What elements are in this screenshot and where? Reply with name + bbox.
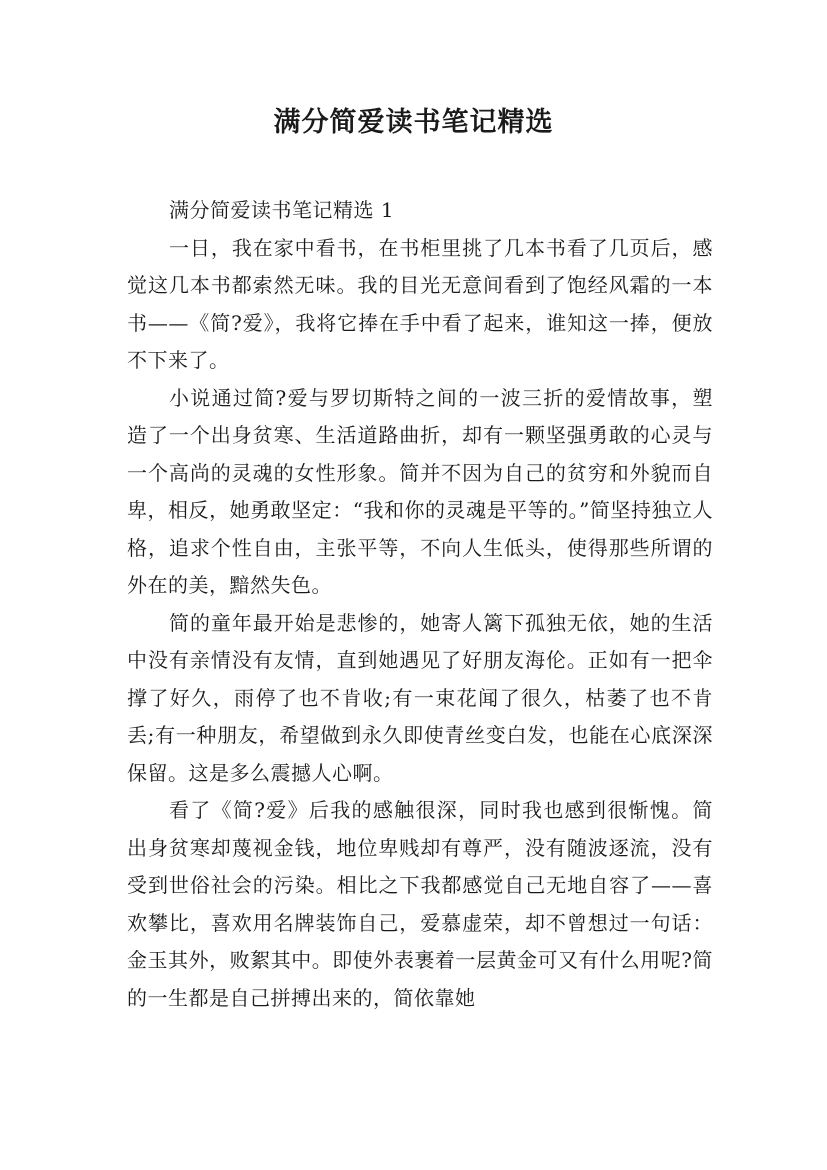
paragraph-4: 看了《简?爱》后我的感触很深，同时我也感到很惭愧。简出身贫寒却蔑视金钱，地位卑贱却有尊严，没有随波逐流，没有受到世俗社会的污染。相比之下我都感觉自己无地自容了——喜欢攀比，喜欢用名牌装饰自己，爱慕虚荣，却不曾想过一句话：金玉其外，败絮其中。即使外表裹着一层黄金可又有什么用呢?简的一生都是自己拼搏出来的，简依靠她 xyxy=(127,798,713,1010)
document-body xyxy=(127,192,713,1017)
document-title: 满分简爱读书笔记精选 xyxy=(273,107,554,138)
paragraph-2: 小说通过简?爱与罗切斯特之间的一波三折的爱情故事，塑造了一个出身贫寒、生活道路曲折，却有一颗坚强勇敢的心灵与一个高尚的灵魂的女性形象。简并不因为自己的贫穷和外貌而自卑，相反，她勇敢坚定：“我和你的灵魂是平等的。”简坚持独立人格，追求个性自由，主张平等，不向人生低头，使得那些所谓的外在的美，黯然失色。 xyxy=(127,385,713,597)
paragraph-3: 简的童年最开始是悲惨的，她寄人篱下孤独无依，她的生活中没有亲情没有友情，直到她遇见了好朋友海伦。正如有一把伞撑了好久，雨停了也不肯收;有一束花闻了很久，枯萎了也不肯丢;有一种朋友，希望做到永久即使青丝变白发，也能在心底深深保留。这是多么震撼人心啊。 xyxy=(127,610,713,785)
section-heading: 满分简爱读书笔记精选 1 xyxy=(169,198,395,222)
paragraph-1: 一日，我在家中看书，在书柜里挑了几本书看了几页后，感觉这几本书都索然无味。我的目光无意间看到了饱经风霜的一本书——《简?爱》，我将它捧在手中看了起来，谁知这一捧，便放不下来了。 xyxy=(127,235,713,372)
